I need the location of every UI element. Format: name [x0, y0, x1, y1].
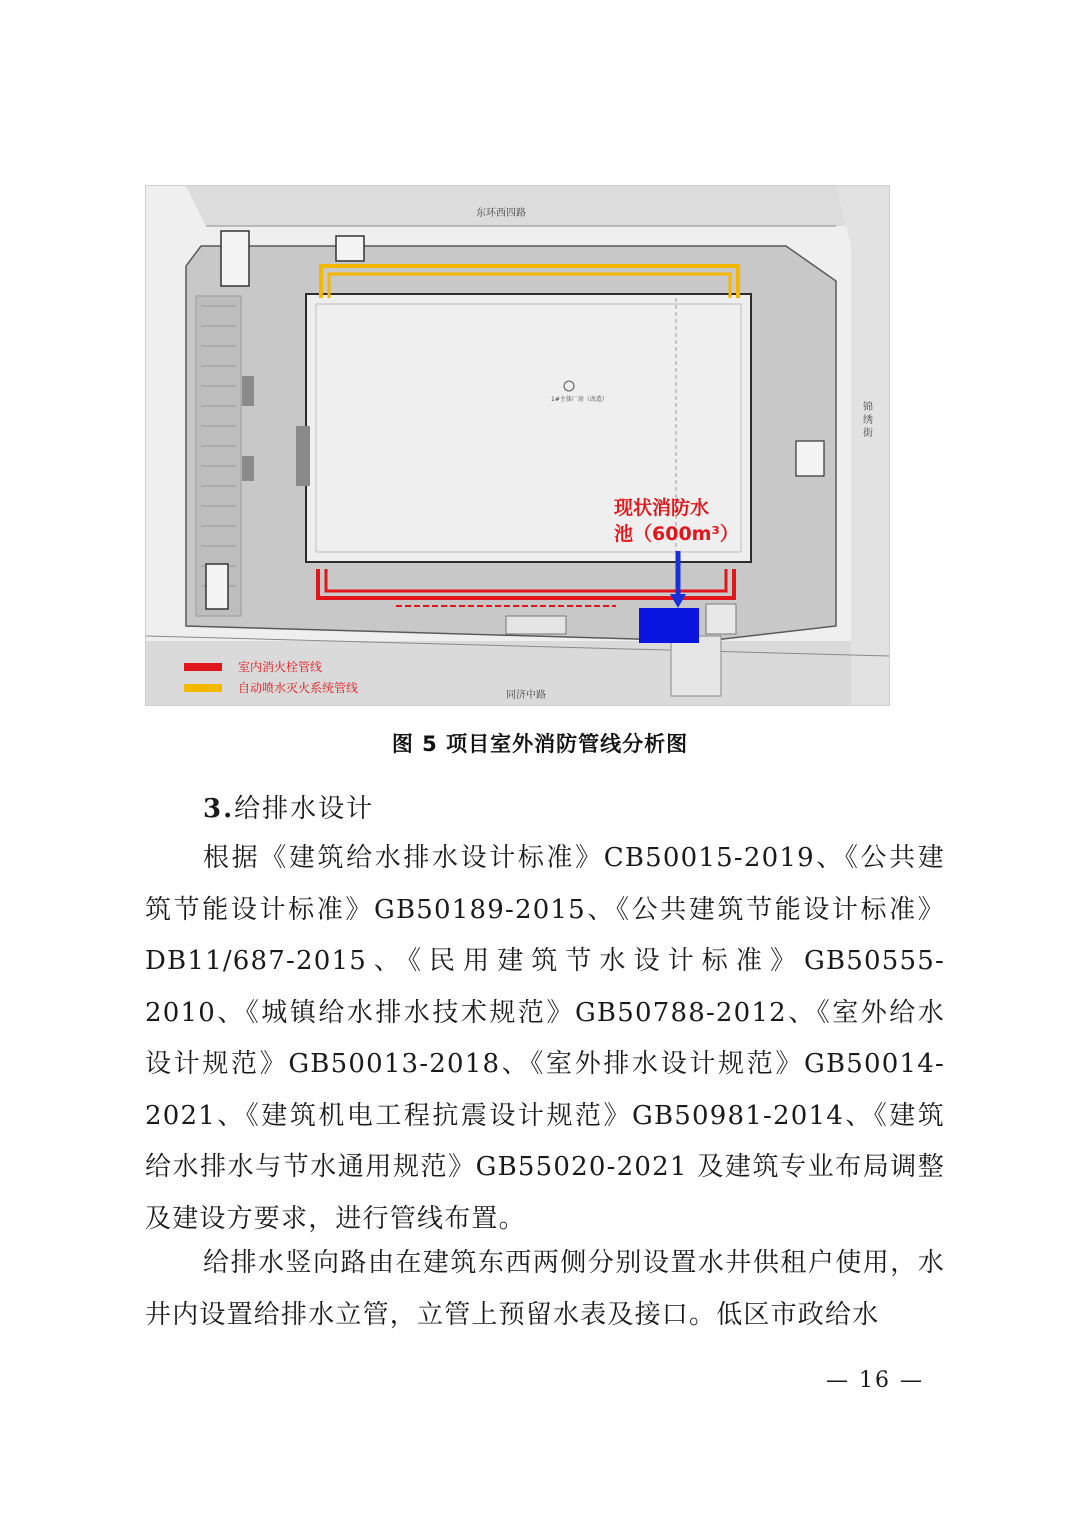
section-title-text: 给排水设计 [234, 794, 375, 824]
road-label-east: 锦 绣 街 [860, 401, 872, 438]
legend-label-hydrant: 室内消火栓管线 [238, 660, 323, 674]
main-building [306, 294, 751, 562]
road-label-south: 同济中路 [506, 690, 546, 701]
road-label-north: 东环西四路 [476, 208, 526, 219]
paragraph-routing: 给排水竖向路由在建筑东西两侧分别设置水井供租户使用，水井内设置给排水立管，立管上预留水表及接口。低区市政给水 [145, 1248, 945, 1330]
section-heading [203, 788, 374, 825]
building-label: 1#主体厂房（改造） [551, 396, 608, 403]
paragraph-standards: 根据《建筑给水排水设计标准》CB50015-2019、《公共建筑节能设计标准》GB50189-2015、《公共建筑节能设计标准》DB11/687-2015、《民用建筑节水设计标准》GB50555-2010、《城镇给水排水技术规范》GB50788-2012、《室外给水设计规范》GB50013-2018、《室外排水设计规范》GB50014-2021、《建筑机电工程抗震设计规范》GB50981-2014、《建筑给水排水与节水通用规范》GB55020-2021 及建筑专业布局调整及建设方要求，进行管线布置。 [145, 843, 945, 1234]
legend-label-sprinkler: 自动喷水灭火系统管线 [238, 681, 359, 695]
legend-swatch-hydrant [184, 663, 222, 671]
north-road [186, 186, 846, 226]
page-number: — 16 — [826, 1368, 924, 1393]
site-plan-figure [145, 185, 890, 706]
pool-annotation-line2: 池（600m³） [614, 523, 739, 545]
pool-annotation-line1: 现状消防水 [614, 497, 710, 519]
gas-station-box [221, 231, 249, 286]
figure-caption: 图 5 项目室外消防管线分析图 [391, 732, 689, 756]
legend-swatch-sprinkler [184, 684, 222, 692]
site-plan-drawing [146, 186, 889, 705]
section-number: 3. [203, 794, 235, 824]
fire-water-pool [639, 608, 699, 643]
